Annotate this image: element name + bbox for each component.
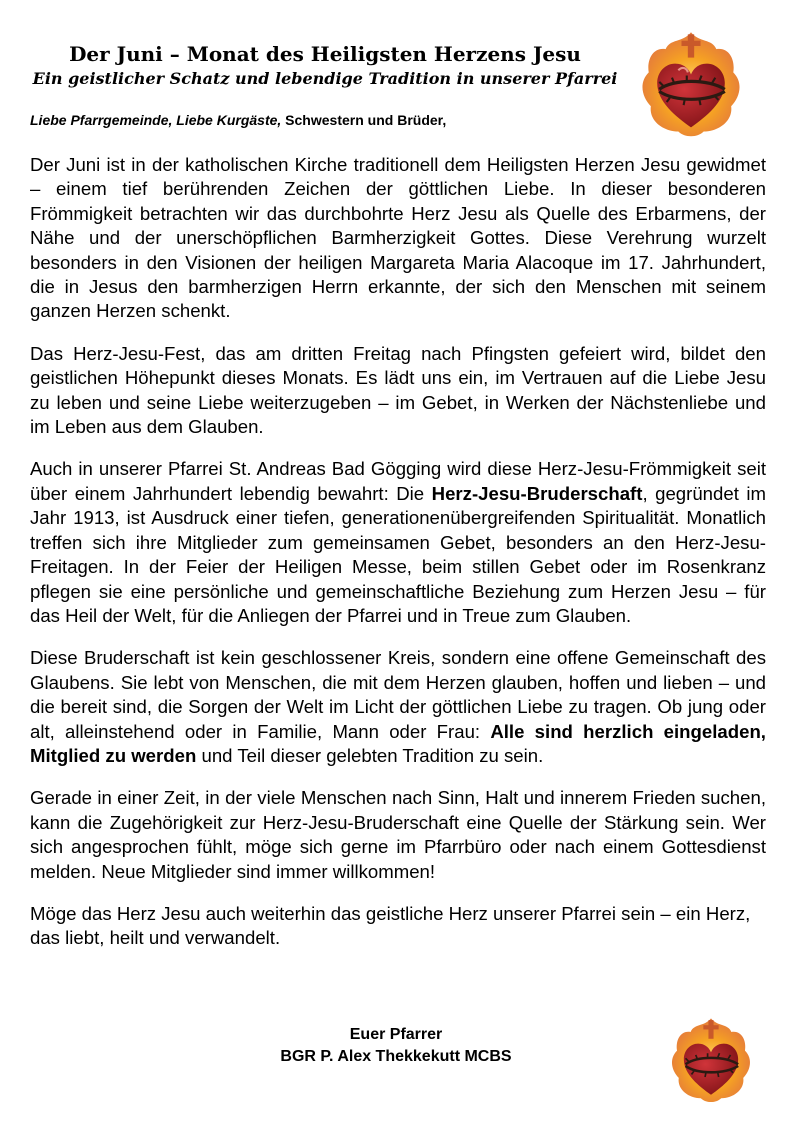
signature-block (196, 1024, 596, 1068)
greeting-line (30, 111, 630, 129)
paragraph-3-text-b: , gegründet im Jahr 1913, ist Ausdruck einer tiefen, generationenübergreifenden Spiritualität. Monatlich treffen sich ihre Mitglieder zum gemeinsamen Gebet, besonders an den Herz-Jesu-Freitagen. In der Feier der Heiligen Messe, beim stillen Gebet oder im Rosenkranz pflegen sie eine persönliche und gemeinschaftliche Beziehung zum Herzen Jesu – für das Heil der Welt, für die Anliegen der Pfarrei und in Treue zum Glauben. (30, 482, 766, 626)
paragraph-4 (30, 646, 766, 768)
paragraph-1: Der Juni ist in der katholischen Kirche traditionell dem Heiligsten Herzen Jesu gewidmet – einem tief berührenden Zeichen der göttlichen Liebe. In dieser besonderen Frömmigkeit betrachten wir das durchbohrte Herz Jesu als Quelle des Erbarmens, der Nähe und der unerschöpflichen Barmherzigkeit Gottes. Diese Verehrung wurzelt besonders in den Visionen der heiligen Margareta Maria Alacoque im 17. Jahrhundert, die in Jesus den barmherzigen Herrn erkannte, der sich den Menschen mit seinem ganzen Herzen schenkt. (30, 154, 766, 322)
signature-line-2: BGR P. Alex Thekkekutt MCBS (280, 1048, 512, 1065)
paragraph-4-text-b: und Teil dieser gelebten Tradition zu sein. (196, 744, 544, 766)
paragraph-6: Möge das Herz Jesu auch weiterhin das geistliche Herz unserer Pfarrei sein – ein Herz, das liebt, heilt und verwandelt. (30, 902, 751, 949)
paragraph-2: Das Herz-Jesu-Fest, das am dritten Freitag nach Pfingsten gefeiert wird, bildet den geistlichen Höhepunkt dieses Monats. Es lädt uns ein, im Vertrauen auf die Liebe Jesu zu leben und seine Liebe weiterzugeben – im Gebet, in Werken der Nächstenliebe und im Leben aus dem Glauben. (30, 342, 766, 438)
page-title: Der Juni – Monat des Heiligsten Herzens Jesu (69, 42, 581, 66)
paragraph-4-bold: Alle sind herzlich eingeladen, Mitglied zu werden (30, 720, 766, 766)
sacred-heart-icon-graphic (638, 28, 744, 140)
sacred-heart-icon (638, 28, 744, 140)
greeting-plain: Schwestern und Brüder, (281, 112, 447, 128)
sacred-heart-icon (668, 1015, 754, 1105)
letter-body (30, 153, 766, 951)
paragraph-3-text-a: Auch in unserer Pfarrei St. Andreas Bad Gögging wird diese Herz-Jesu-Frömmigkeit seit über einem Jahrhundert lebendig bewahrt: Die (30, 458, 766, 504)
paragraph-5: Gerade in einer Zeit, in der viele Menschen nach Sinn, Halt und innerem Frieden suchen, kann die Zugehörigkeit zur Herz-Jesu-Bruderschaft eine Quelle der Stärkung sein. Wer sich angesprochen fühlt, möge sich gerne im Pfarrbüro oder nach einem Gottesdienst melden. Neue Mitglieder sind immer willkommen! (30, 787, 766, 882)
sacred-heart-icon-graphic (668, 1015, 754, 1105)
paragraph-3-bold: Herz-Jesu-Bruderschaft (431, 482, 643, 504)
paragraph-3 (30, 457, 766, 628)
page-subtitle: Ein geistlicher Schatz und lebendige Tradition in unserer Pfarrei (32, 69, 618, 88)
signature-line-1: Euer Pfarrer (349, 1026, 443, 1043)
greeting-italic: Liebe Pfarrgemeinde, Liebe Kurgäste, (30, 112, 282, 128)
paragraph-4-text-a: Diese Bruderschaft ist kein geschlossener Kreis, sondern eine offene Gemeinschaft des Glaubens. Sie lebt von Menschen, die mit dem Herzen glauben, hoffen und lieben – und die bereit sind, die Sorgen der Welt im Licht der göttlichen Liebe zu tragen. Ob jung oder alt, alleinstehend oder in Familie, Mann oder Frau: (30, 647, 766, 742)
